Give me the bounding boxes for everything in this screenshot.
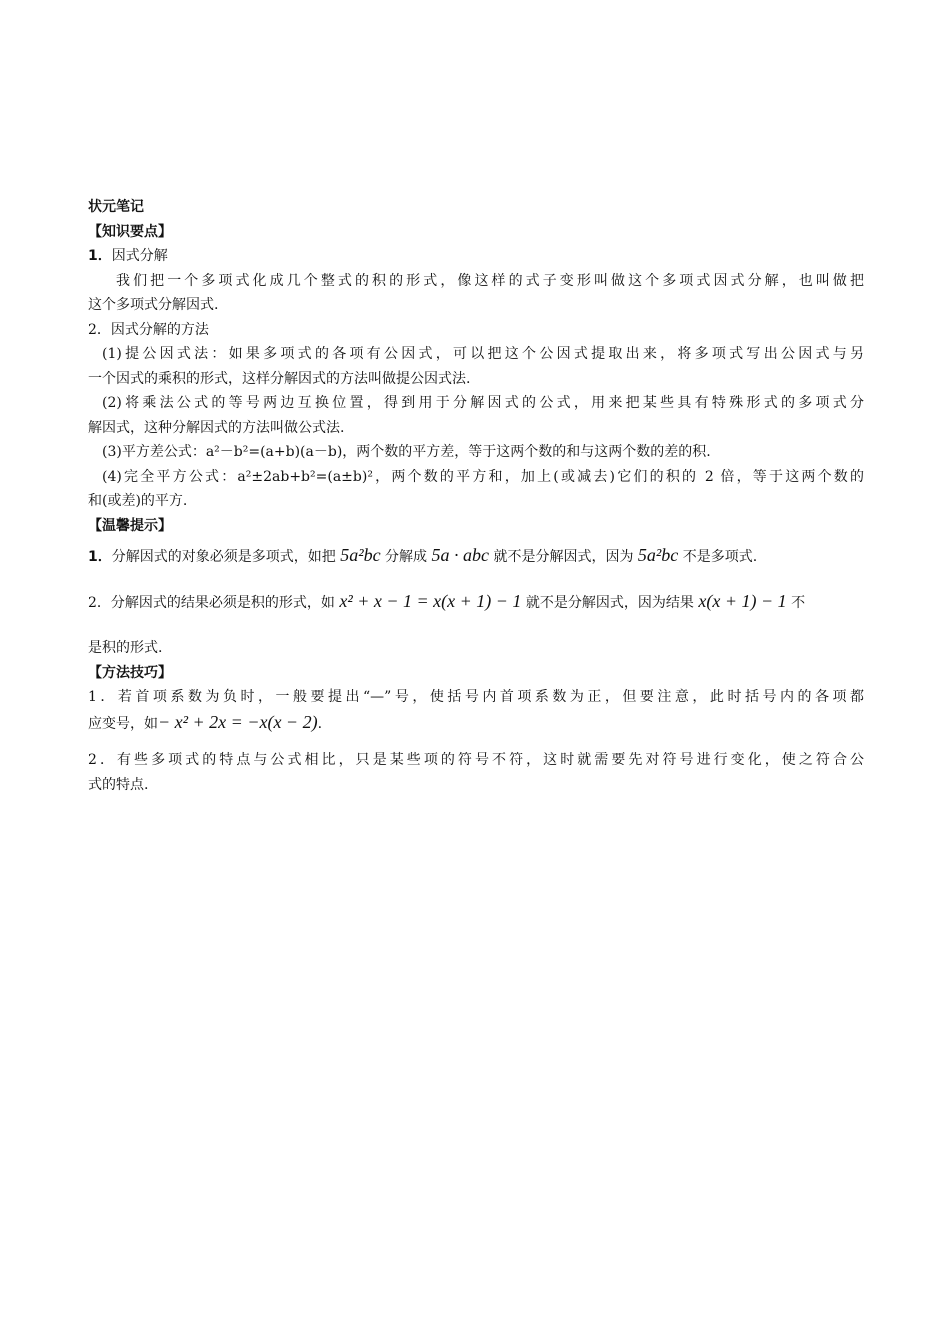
technique-1-formula: − x² + 2x = −x(x − 2): [158, 711, 318, 732]
technique-1-line2: [88, 710, 864, 737]
tip-2-text-c: 不: [791, 595, 806, 611]
knowledge-item-1-text-line2: 这个多项式分解因式.: [88, 297, 219, 313]
knowledge-item-1-number: 1．: [88, 248, 112, 264]
tip-2-text-b: 就不是分解因式，因为结果: [525, 595, 694, 611]
method-3-text: (3)平方差公式：a²－b²=(a+b)(a－b)，两个数的平方差，等于这两个数的和与这两个数的差的积.: [102, 444, 711, 460]
tip-1-formula-3: 5a²bc: [637, 545, 679, 565]
tip-2-text-a: 2．分解因式的结果必须是积的形式，如: [88, 595, 335, 611]
tip-2-line2: 是积的形式.: [88, 640, 163, 656]
technique-1-text-c: .: [317, 715, 323, 732]
tip-1-number: 1．: [88, 549, 112, 565]
document-title: 状元笔记: [88, 199, 144, 215]
technique-2-line2: 式的特点.: [88, 776, 149, 793]
knowledge-item-1-title: 因式分解: [111, 248, 168, 264]
method-2-text-line1: (2)将乘法公式的等号两边互换位置，得到用于分解因式的公式，用来把某些具有特殊形式的多项式分: [102, 395, 864, 411]
method-4-text-line1: (4)完全平方公式：a²±2ab+b²=(a±b)²，两个数的平方和，加上(或减去)它们的积的 2 倍，等于这两个数的: [102, 468, 864, 485]
method-2-text-line2: 解因式，这种分解因式的方法叫做公式法.: [88, 419, 345, 436]
tip-1-formula-1: 5a²bc: [340, 545, 381, 565]
tip-2-formula-1: x² + x − 1 = x(x + 1) − 1: [339, 591, 522, 611]
technique-1-text-b: 应变号，如: [88, 715, 158, 732]
technique-1-line1: 1．若首项系数为负时，一般要提出“—”号，使括号内首项系数为正，但要注意，此时括号内的各项都: [88, 689, 864, 705]
tip-2-line1: [88, 586, 864, 618]
tip-2-formula-2: x(x + 1) − 1: [698, 591, 787, 611]
tip-1: [88, 540, 864, 572]
tip-1-text-a: 分解因式的对象必须是多项式，如把: [111, 549, 336, 565]
section-heading-tips: 【温馨提示】: [88, 517, 172, 534]
tip-1-formula-2: 5a · abc: [431, 545, 489, 565]
tip-1-text-d: 不是多项式.: [682, 549, 758, 565]
knowledge-item-1-text-line1: 我们把一个多项式化成几个整式的积的形式，像这样的式子变形叫做这个多项式因式分解，也叫做把: [116, 272, 864, 289]
method-1-text-line1: (1)提公因式法：如果多项式的各项有公因式，可以把这个公因式提取出来，将多项式写出公因式与另: [102, 346, 864, 362]
knowledge-item-1-heading: [88, 244, 864, 269]
technique-2-line1: 2．有些多项式的特点与公式相比，只是某些项的符号不符，这时就需要先对符号进行变化，使之符合公: [88, 752, 864, 768]
method-1-text-line2: 一个因式的乘积的形式，这样分解因式的方法叫做提公因式法.: [88, 370, 471, 387]
section-heading-knowledge: 【知识要点】: [88, 223, 172, 240]
knowledge-item-2-heading: 2．因式分解的方法: [88, 321, 209, 338]
document-page: [88, 195, 864, 797]
tip-1-text-c: 就不是分解因式，因为: [493, 549, 634, 565]
method-4-text-line2: 和(或差)的平方.: [88, 493, 188, 509]
section-heading-methods: 【方法技巧】: [88, 664, 172, 681]
tip-1-text-b: 分解成: [385, 549, 428, 565]
